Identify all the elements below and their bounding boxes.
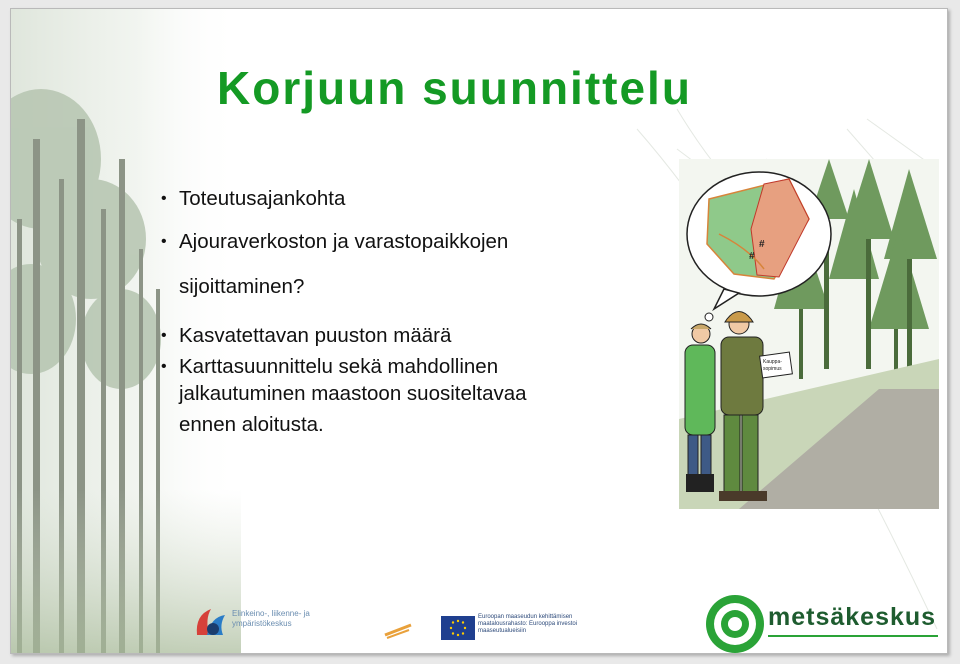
bullet-item (161, 185, 631, 212)
bullet-item (161, 322, 631, 349)
slide (10, 8, 948, 654)
bullet-text: jalkautuminen maastoon suositeltavaa (179, 382, 527, 405)
bullet-item (161, 353, 631, 380)
eu-flag-icon (441, 616, 475, 640)
slide-title: Korjuun suunnittelu (217, 62, 692, 114)
bullet-text: Toteutusajankohta (179, 187, 346, 210)
bullet-marker: • (161, 358, 167, 375)
bullet-continuation (161, 380, 631, 407)
map-mark: # (759, 239, 765, 250)
bullet-list (161, 185, 631, 438)
bullet-text: ennen aloitusta. (179, 413, 324, 436)
bullet-marker: • (161, 190, 167, 207)
bullet-continuation (161, 411, 631, 438)
contract-label: Kauppa- (763, 359, 782, 365)
bullet-text: Kasvatettavan puuston määrä (179, 324, 452, 347)
metsakeskus-logo-text: metsäkeskus (768, 603, 937, 631)
bullet-text: sijoittaminen? (179, 275, 305, 298)
map-mark: # (749, 251, 755, 262)
ely-logo-text: Elinkeino-, liikenne- ja ympäristökeskus (232, 609, 310, 628)
eu-logo-text: Euroopan maaseudun kehittämisen maatalousrahasto: Eurooppa investoi maaseutualueisiin (478, 614, 578, 634)
bullet-text: Ajouraverkoston ja varastopaikkojen (179, 230, 509, 253)
bullet-text: Karttasuunnittelu sekä mahdollinen (179, 355, 499, 378)
ely-logo-icon (193, 605, 229, 639)
contract-label: sopimus (763, 366, 782, 372)
metsakeskus-logo-icon (704, 593, 766, 654)
bullet-continuation (161, 273, 631, 300)
bullet-item (161, 228, 631, 255)
metsakeskus-underline (768, 635, 938, 637)
forest-planning-illustration (679, 159, 939, 509)
bullet-marker: • (161, 233, 167, 250)
leader-logo-icon (383, 621, 413, 639)
bullet-marker: • (161, 327, 167, 344)
